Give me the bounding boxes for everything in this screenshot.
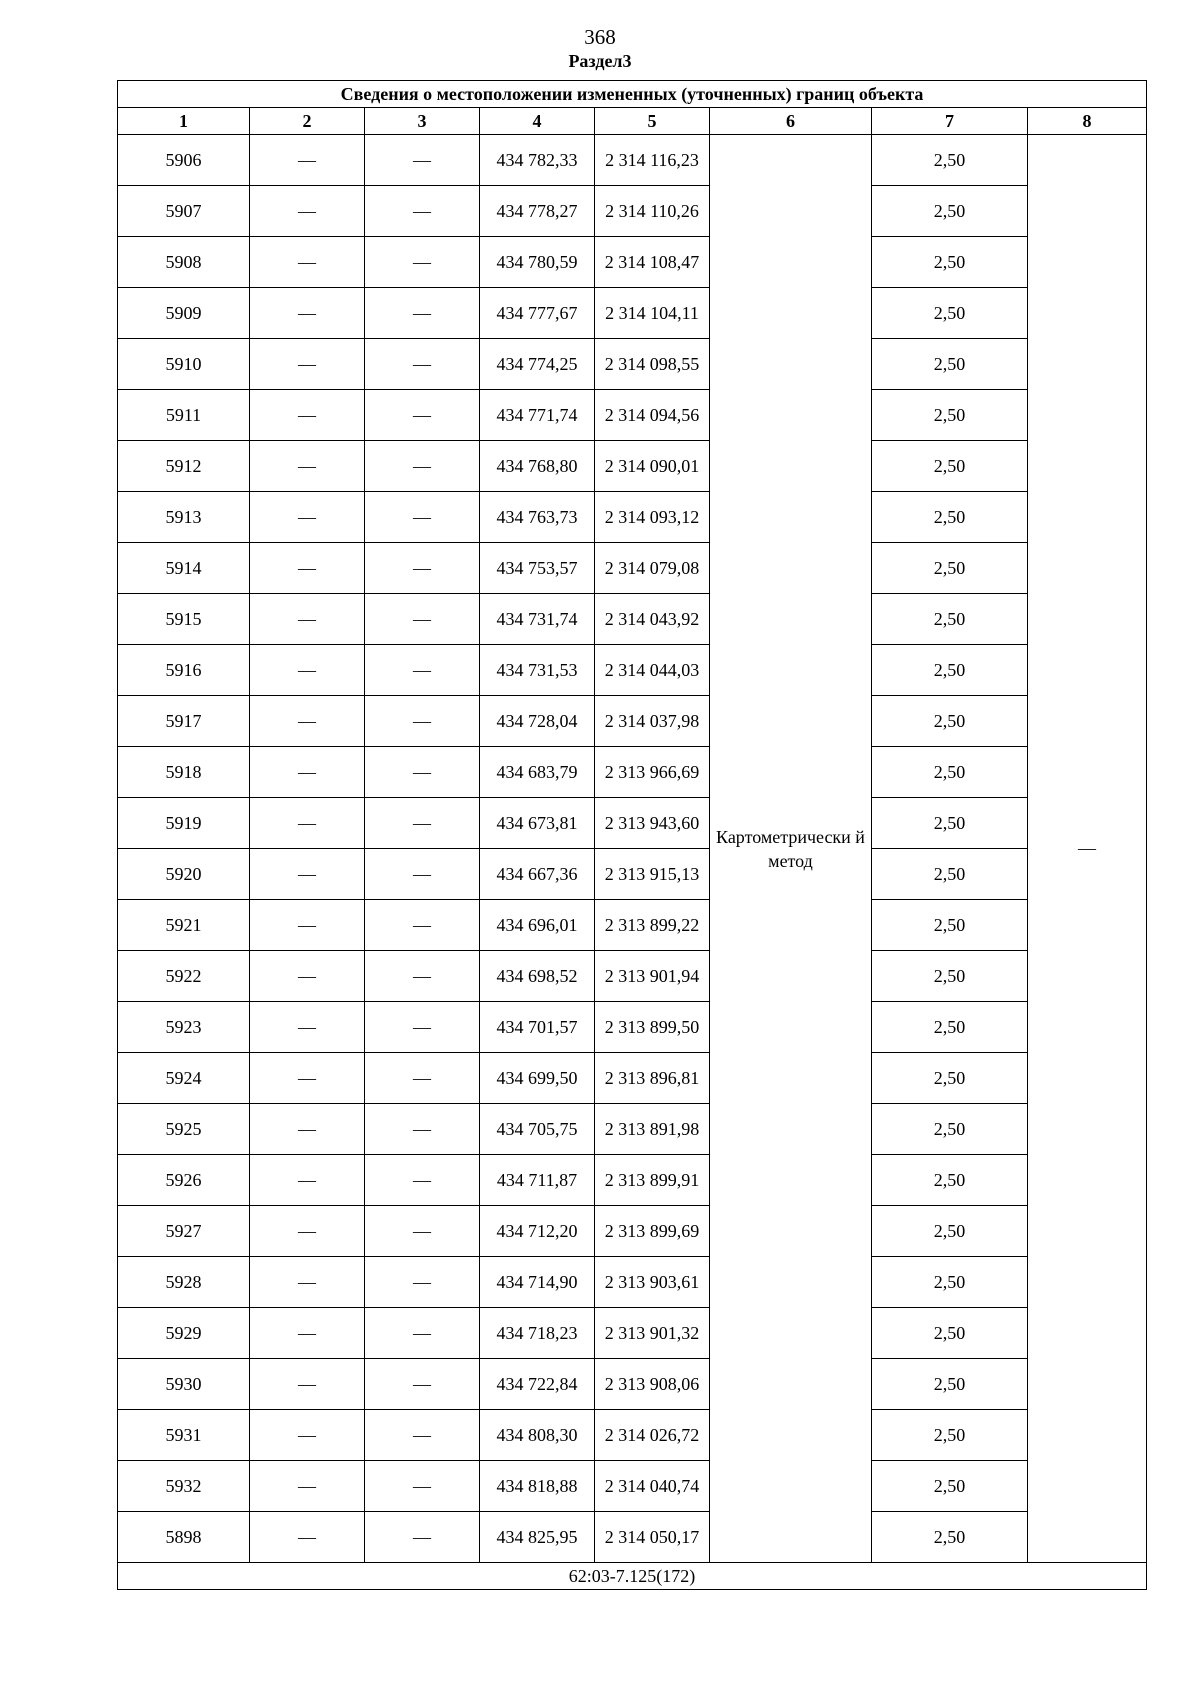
- accuracy-cell: 2,50: [872, 237, 1028, 288]
- column-3-cell: —: [365, 696, 480, 747]
- table-header-row: [118, 108, 1147, 135]
- x-coordinate-cell: 434 705,75: [480, 1104, 595, 1155]
- point-number-cell: 5924: [118, 1053, 250, 1104]
- point-number-cell: 5931: [118, 1410, 250, 1461]
- column-header: 7: [872, 108, 1028, 135]
- column-2-cell: —: [250, 645, 365, 696]
- y-coordinate-cell: 2 314 090,01: [595, 441, 710, 492]
- accuracy-cell: 2,50: [872, 1002, 1028, 1053]
- accuracy-cell: 2,50: [872, 798, 1028, 849]
- point-number-cell: 5911: [118, 390, 250, 441]
- column-header: 2: [250, 108, 365, 135]
- point-number-cell: 5921: [118, 900, 250, 951]
- y-coordinate-cell: 2 313 915,13: [595, 849, 710, 900]
- column-3-cell: —: [365, 645, 480, 696]
- column-2-cell: —: [250, 696, 365, 747]
- point-number-cell: 5908: [118, 237, 250, 288]
- accuracy-cell: 2,50: [872, 1053, 1028, 1104]
- column-2-cell: —: [250, 1053, 365, 1104]
- column-header: 3: [365, 108, 480, 135]
- column-2-cell: —: [250, 1257, 365, 1308]
- y-coordinate-cell: 2 313 908,06: [595, 1359, 710, 1410]
- accuracy-cell: 2,50: [872, 696, 1028, 747]
- y-coordinate-cell: 2 314 040,74: [595, 1461, 710, 1512]
- table-row: [118, 1002, 1147, 1053]
- point-number-cell: 5906: [118, 135, 250, 186]
- y-coordinate-cell: 2 313 899,50: [595, 1002, 710, 1053]
- column-2-cell: —: [250, 135, 365, 186]
- table-row: [118, 1359, 1147, 1410]
- table-row: [118, 390, 1147, 441]
- coordinates-table: [117, 80, 1147, 1590]
- table-row: [118, 492, 1147, 543]
- x-coordinate-cell: 434 722,84: [480, 1359, 595, 1410]
- accuracy-cell: 2,50: [872, 390, 1028, 441]
- table-row: [118, 696, 1147, 747]
- column-2-cell: —: [250, 594, 365, 645]
- column-2-cell: —: [250, 900, 365, 951]
- table-row: [118, 543, 1147, 594]
- point-number-cell: 5923: [118, 1002, 250, 1053]
- x-coordinate-cell: 434 753,57: [480, 543, 595, 594]
- accuracy-cell: 2,50: [872, 594, 1028, 645]
- x-coordinate-cell: 434 818,88: [480, 1461, 595, 1512]
- point-number-cell: 5928: [118, 1257, 250, 1308]
- column-3-cell: —: [365, 135, 480, 186]
- point-number-cell: 5926: [118, 1155, 250, 1206]
- y-coordinate-cell: 2 313 903,61: [595, 1257, 710, 1308]
- accuracy-cell: 2,50: [872, 1155, 1028, 1206]
- x-coordinate-cell: 434 780,59: [480, 237, 595, 288]
- accuracy-cell: 2,50: [872, 135, 1028, 186]
- table-row: [118, 237, 1147, 288]
- x-coordinate-cell: 434 701,57: [480, 1002, 595, 1053]
- y-coordinate-cell: 2 313 899,22: [595, 900, 710, 951]
- x-coordinate-cell: 434 777,67: [480, 288, 595, 339]
- point-number-cell: 5898: [118, 1512, 250, 1563]
- accuracy-cell: 2,50: [872, 339, 1028, 390]
- column-2-cell: —: [250, 1206, 365, 1257]
- y-coordinate-cell: 2 313 943,60: [595, 798, 710, 849]
- table-row: [118, 645, 1147, 696]
- y-coordinate-cell: 2 313 899,91: [595, 1155, 710, 1206]
- column-8-cell: —: [1028, 135, 1147, 1563]
- column-header: 8: [1028, 108, 1147, 135]
- column-2-cell: —: [250, 951, 365, 1002]
- column-3-cell: —: [365, 1104, 480, 1155]
- column-3-cell: —: [365, 747, 480, 798]
- column-3-cell: —: [365, 1410, 480, 1461]
- x-coordinate-cell: 434 731,53: [480, 645, 595, 696]
- column-3-cell: —: [365, 594, 480, 645]
- column-2-cell: —: [250, 849, 365, 900]
- column-2-cell: —: [250, 1104, 365, 1155]
- x-coordinate-cell: 434 698,52: [480, 951, 595, 1002]
- column-3-cell: —: [365, 1206, 480, 1257]
- x-coordinate-cell: 434 699,50: [480, 1053, 595, 1104]
- y-coordinate-cell: 2 313 896,81: [595, 1053, 710, 1104]
- column-header: 1: [118, 108, 250, 135]
- table-body: [118, 81, 1147, 1590]
- point-number-cell: 5914: [118, 543, 250, 594]
- column-3-cell: —: [365, 1461, 480, 1512]
- y-coordinate-cell: 2 314 098,55: [595, 339, 710, 390]
- table-row: [118, 594, 1147, 645]
- table-caption: Сведения о местоположении измененных (уточненных) границ объекта: [118, 81, 1147, 108]
- table-row: [118, 747, 1147, 798]
- column-3-cell: —: [365, 1155, 480, 1206]
- accuracy-cell: 2,50: [872, 1461, 1028, 1512]
- column-3-cell: —: [365, 1512, 480, 1563]
- accuracy-cell: 2,50: [872, 441, 1028, 492]
- table-caption-row: [118, 81, 1147, 108]
- column-2-cell: —: [250, 798, 365, 849]
- x-coordinate-cell: 434 782,33: [480, 135, 595, 186]
- point-number-cell: 5920: [118, 849, 250, 900]
- point-number-cell: 5907: [118, 186, 250, 237]
- column-3-cell: —: [365, 798, 480, 849]
- table-row: [118, 1155, 1147, 1206]
- column-3-cell: —: [365, 1359, 480, 1410]
- column-3-cell: —: [365, 1257, 480, 1308]
- column-header: 4: [480, 108, 595, 135]
- column-2-cell: —: [250, 288, 365, 339]
- accuracy-cell: 2,50: [872, 747, 1028, 798]
- point-number-cell: 5910: [118, 339, 250, 390]
- y-coordinate-cell: 2 313 899,69: [595, 1206, 710, 1257]
- accuracy-cell: 2,50: [872, 543, 1028, 594]
- accuracy-cell: 2,50: [872, 1257, 1028, 1308]
- y-coordinate-cell: 2 314 094,56: [595, 390, 710, 441]
- y-coordinate-cell: 2 314 044,03: [595, 645, 710, 696]
- point-number-cell: 5919: [118, 798, 250, 849]
- section-title: Раздел3: [568, 51, 632, 71]
- column-header: 5: [595, 108, 710, 135]
- point-number-cell: 5932: [118, 1461, 250, 1512]
- column-2-cell: —: [250, 186, 365, 237]
- table-row: [118, 1053, 1147, 1104]
- x-coordinate-cell: 434 673,81: [480, 798, 595, 849]
- column-3-cell: —: [365, 288, 480, 339]
- x-coordinate-cell: 434 825,95: [480, 1512, 595, 1563]
- method-cell: Картометрически й метод: [710, 135, 872, 1563]
- point-number-cell: 5925: [118, 1104, 250, 1155]
- accuracy-cell: 2,50: [872, 645, 1028, 696]
- column-2-cell: —: [250, 1410, 365, 1461]
- table-row: [118, 1206, 1147, 1257]
- document-code: 62:03-7.125(172): [118, 1563, 1147, 1590]
- table-row: [118, 900, 1147, 951]
- point-number-cell: 5927: [118, 1206, 250, 1257]
- point-number-cell: 5918: [118, 747, 250, 798]
- y-coordinate-cell: 2 314 079,08: [595, 543, 710, 594]
- y-coordinate-cell: 2 313 891,98: [595, 1104, 710, 1155]
- column-3-cell: —: [365, 900, 480, 951]
- column-3-cell: —: [365, 492, 480, 543]
- y-coordinate-cell: 2 314 116,23: [595, 135, 710, 186]
- x-coordinate-cell: 434 731,74: [480, 594, 595, 645]
- x-coordinate-cell: 434 683,79: [480, 747, 595, 798]
- column-2-cell: —: [250, 441, 365, 492]
- column-2-cell: —: [250, 1359, 365, 1410]
- y-coordinate-cell: 2 313 901,32: [595, 1308, 710, 1359]
- y-coordinate-cell: 2 314 108,47: [595, 237, 710, 288]
- table-row: [118, 1257, 1147, 1308]
- accuracy-cell: 2,50: [872, 1512, 1028, 1563]
- column-3-cell: —: [365, 339, 480, 390]
- y-coordinate-cell: 2 314 043,92: [595, 594, 710, 645]
- x-coordinate-cell: 434 763,73: [480, 492, 595, 543]
- x-coordinate-cell: 434 712,20: [480, 1206, 595, 1257]
- accuracy-cell: 2,50: [872, 288, 1028, 339]
- table-row: [118, 849, 1147, 900]
- x-coordinate-cell: 434 667,36: [480, 849, 595, 900]
- column-2-cell: —: [250, 339, 365, 390]
- table-row: [118, 951, 1147, 1002]
- table-footer-row: [118, 1563, 1147, 1590]
- table-row: [118, 186, 1147, 237]
- accuracy-cell: 2,50: [872, 900, 1028, 951]
- point-number-cell: 5909: [118, 288, 250, 339]
- accuracy-cell: 2,50: [872, 951, 1028, 1002]
- column-2-cell: —: [250, 1461, 365, 1512]
- accuracy-cell: 2,50: [872, 1104, 1028, 1155]
- y-coordinate-cell: 2 314 110,26: [595, 186, 710, 237]
- table-row: [118, 1461, 1147, 1512]
- column-3-cell: —: [365, 186, 480, 237]
- table-row: [118, 1410, 1147, 1461]
- table-row: [118, 135, 1147, 186]
- column-2-cell: —: [250, 492, 365, 543]
- accuracy-cell: 2,50: [872, 1410, 1028, 1461]
- column-2-cell: —: [250, 1002, 365, 1053]
- x-coordinate-cell: 434 714,90: [480, 1257, 595, 1308]
- column-2-cell: —: [250, 543, 365, 594]
- table-row: [118, 1308, 1147, 1359]
- column-2-cell: —: [250, 390, 365, 441]
- accuracy-cell: 2,50: [872, 186, 1028, 237]
- table-row: [118, 798, 1147, 849]
- column-3-cell: —: [365, 951, 480, 1002]
- y-coordinate-cell: 2 314 050,17: [595, 1512, 710, 1563]
- x-coordinate-cell: 434 696,01: [480, 900, 595, 951]
- table-row: [118, 339, 1147, 390]
- column-3-cell: —: [365, 849, 480, 900]
- y-coordinate-cell: 2 314 037,98: [595, 696, 710, 747]
- page-number: 368: [584, 25, 616, 49]
- y-coordinate-cell: 2 314 026,72: [595, 1410, 710, 1461]
- column-3-cell: —: [365, 237, 480, 288]
- table-row: [118, 1512, 1147, 1563]
- point-number-cell: 5912: [118, 441, 250, 492]
- column-2-cell: —: [250, 1155, 365, 1206]
- y-coordinate-cell: 2 314 093,12: [595, 492, 710, 543]
- y-coordinate-cell: 2 313 966,69: [595, 747, 710, 798]
- accuracy-cell: 2,50: [872, 492, 1028, 543]
- column-3-cell: —: [365, 1308, 480, 1359]
- accuracy-cell: 2,50: [872, 849, 1028, 900]
- point-number-cell: 5915: [118, 594, 250, 645]
- table-row: [118, 441, 1147, 492]
- y-coordinate-cell: 2 313 901,94: [595, 951, 710, 1002]
- column-3-cell: —: [365, 543, 480, 594]
- x-coordinate-cell: 434 768,80: [480, 441, 595, 492]
- x-coordinate-cell: 434 718,23: [480, 1308, 595, 1359]
- table-row: [118, 1104, 1147, 1155]
- accuracy-cell: 2,50: [872, 1206, 1028, 1257]
- point-number-cell: 5916: [118, 645, 250, 696]
- column-3-cell: —: [365, 441, 480, 492]
- point-number-cell: 5922: [118, 951, 250, 1002]
- accuracy-cell: 2,50: [872, 1359, 1028, 1410]
- column-2-cell: —: [250, 747, 365, 798]
- column-2-cell: —: [250, 1308, 365, 1359]
- y-coordinate-cell: 2 314 104,11: [595, 288, 710, 339]
- column-2-cell: —: [250, 237, 365, 288]
- point-number-cell: 5913: [118, 492, 250, 543]
- x-coordinate-cell: 434 778,27: [480, 186, 595, 237]
- column-3-cell: —: [365, 1002, 480, 1053]
- x-coordinate-cell: 434 711,87: [480, 1155, 595, 1206]
- x-coordinate-cell: 434 808,30: [480, 1410, 595, 1461]
- column-2-cell: —: [250, 1512, 365, 1563]
- column-3-cell: —: [365, 390, 480, 441]
- point-number-cell: 5917: [118, 696, 250, 747]
- x-coordinate-cell: 434 771,74: [480, 390, 595, 441]
- accuracy-cell: 2,50: [872, 1308, 1028, 1359]
- x-coordinate-cell: 434 774,25: [480, 339, 595, 390]
- point-number-cell: 5929: [118, 1308, 250, 1359]
- column-3-cell: —: [365, 1053, 480, 1104]
- point-number-cell: 5930: [118, 1359, 250, 1410]
- table-row: [118, 288, 1147, 339]
- x-coordinate-cell: 434 728,04: [480, 696, 595, 747]
- column-header: 6: [710, 108, 872, 135]
